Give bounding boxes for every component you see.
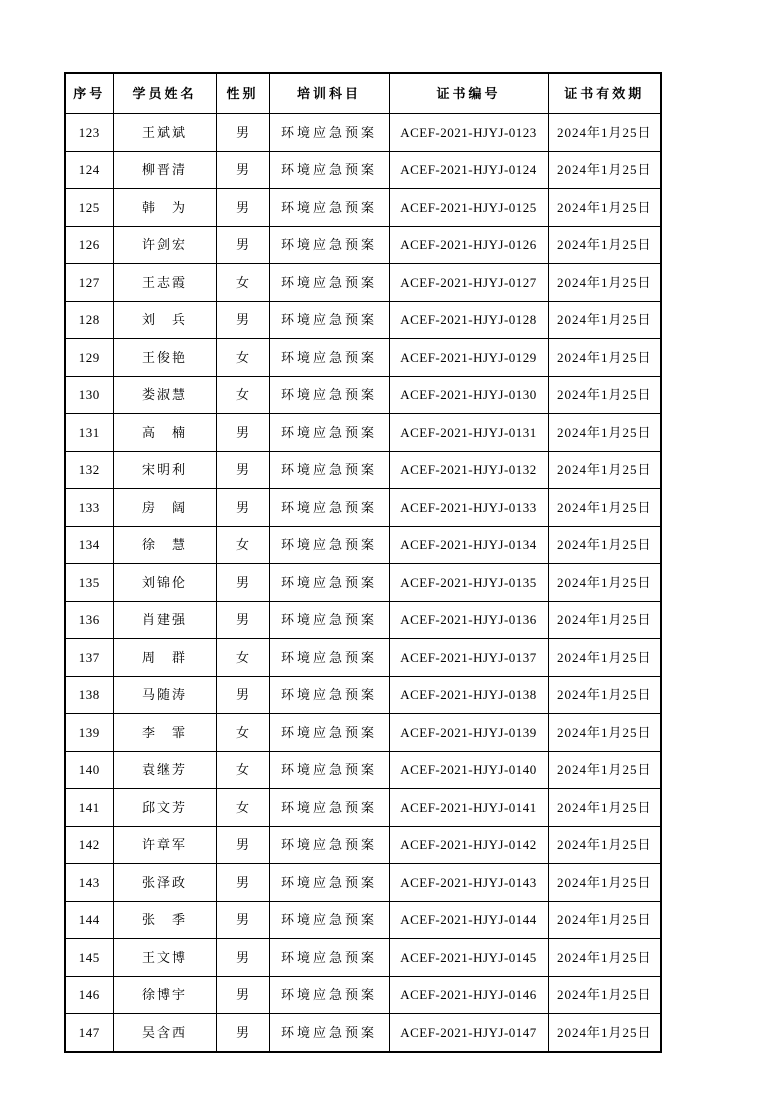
cell-certificate-number: ACEF-2021-HJYJ-0131 <box>389 414 548 452</box>
cell-certificate-validity: 2024年1月25日 <box>548 976 661 1014</box>
cell-certificate-number: ACEF-2021-HJYJ-0138 <box>389 676 548 714</box>
table-row <box>65 489 661 527</box>
cell-certificate-validity: 2024年1月25日 <box>548 226 661 264</box>
cell-student-name: 王斌斌 <box>113 114 216 152</box>
cell-serial-number: 142 <box>65 826 113 864</box>
cell-serial-number: 123 <box>65 114 113 152</box>
cell-training-subject: 环境应急预案 <box>269 939 389 977</box>
cell-gender: 女 <box>216 751 269 789</box>
cell-certificate-number: ACEF-2021-HJYJ-0136 <box>389 601 548 639</box>
cell-serial-number: 146 <box>65 976 113 1014</box>
cell-student-name: 李 霏 <box>113 714 216 752</box>
cell-student-name: 许章军 <box>113 826 216 864</box>
cell-serial-number: 147 <box>65 1014 113 1052</box>
cell-student-name: 娄淑慧 <box>113 376 216 414</box>
cell-gender: 男 <box>216 414 269 452</box>
cell-serial-number: 140 <box>65 751 113 789</box>
cell-gender: 男 <box>216 826 269 864</box>
cell-training-subject: 环境应急预案 <box>269 151 389 189</box>
header-training-subject: 培训科目 <box>269 73 389 114</box>
cell-serial-number: 145 <box>65 939 113 977</box>
cell-student-name: 宋明利 <box>113 451 216 489</box>
table-row <box>65 714 661 752</box>
cell-certificate-number: ACEF-2021-HJYJ-0125 <box>389 189 548 227</box>
table-row <box>65 376 661 414</box>
table-row <box>65 789 661 827</box>
cell-certificate-number: ACEF-2021-HJYJ-0135 <box>389 564 548 602</box>
cell-student-name: 张 季 <box>113 901 216 939</box>
cell-training-subject: 环境应急预案 <box>269 864 389 902</box>
cell-serial-number: 138 <box>65 676 113 714</box>
table-row <box>65 151 661 189</box>
cell-gender: 男 <box>216 301 269 339</box>
table-row <box>65 189 661 227</box>
header-certificate-number: 证书编号 <box>389 73 548 114</box>
cell-student-name: 邱文芳 <box>113 789 216 827</box>
table-row <box>65 751 661 789</box>
cell-training-subject: 环境应急预案 <box>269 114 389 152</box>
cell-gender: 男 <box>216 864 269 902</box>
cell-gender: 男 <box>216 976 269 1014</box>
cell-training-subject: 环境应急预案 <box>269 489 389 527</box>
cell-certificate-validity: 2024年1月25日 <box>548 751 661 789</box>
cell-certificate-validity: 2024年1月25日 <box>548 264 661 302</box>
cell-gender: 女 <box>216 264 269 302</box>
table-row <box>65 1014 661 1052</box>
table-row <box>65 564 661 602</box>
cell-training-subject: 环境应急预案 <box>269 414 389 452</box>
cell-training-subject: 环境应急预案 <box>269 564 389 602</box>
cell-certificate-number: ACEF-2021-HJYJ-0142 <box>389 826 548 864</box>
table-row <box>65 901 661 939</box>
cell-serial-number: 141 <box>65 789 113 827</box>
cell-certificate-number: ACEF-2021-HJYJ-0127 <box>389 264 548 302</box>
cell-serial-number: 131 <box>65 414 113 452</box>
cell-training-subject: 环境应急预案 <box>269 976 389 1014</box>
cell-training-subject: 环境应急预案 <box>269 751 389 789</box>
cell-certificate-validity: 2024年1月25日 <box>548 189 661 227</box>
cell-certificate-validity: 2024年1月25日 <box>548 301 661 339</box>
cell-certificate-validity: 2024年1月25日 <box>548 151 661 189</box>
cell-gender: 男 <box>216 564 269 602</box>
cell-certificate-number: ACEF-2021-HJYJ-0146 <box>389 976 548 1014</box>
cell-certificate-number: ACEF-2021-HJYJ-0132 <box>389 451 548 489</box>
cell-serial-number: 135 <box>65 564 113 602</box>
table-row <box>65 451 661 489</box>
cell-training-subject: 环境应急预案 <box>269 226 389 264</box>
cell-certificate-validity: 2024年1月25日 <box>548 639 661 677</box>
table-row <box>65 639 661 677</box>
cell-gender: 男 <box>216 151 269 189</box>
certificate-table <box>64 72 662 1053</box>
table-row <box>65 226 661 264</box>
cell-student-name: 许剑宏 <box>113 226 216 264</box>
cell-training-subject: 环境应急预案 <box>269 789 389 827</box>
cell-student-name: 王俊艳 <box>113 339 216 377</box>
cell-certificate-validity: 2024年1月25日 <box>548 676 661 714</box>
table-row <box>65 864 661 902</box>
cell-certificate-number: ACEF-2021-HJYJ-0123 <box>389 114 548 152</box>
cell-gender: 男 <box>216 1014 269 1052</box>
cell-serial-number: 133 <box>65 489 113 527</box>
table-header <box>65 73 661 114</box>
cell-student-name: 马随涛 <box>113 676 216 714</box>
table-row <box>65 301 661 339</box>
cell-gender: 女 <box>216 376 269 414</box>
cell-certificate-number: ACEF-2021-HJYJ-0134 <box>389 526 548 564</box>
table-body <box>65 114 661 1052</box>
cell-certificate-validity: 2024年1月25日 <box>548 901 661 939</box>
cell-student-name: 刘 兵 <box>113 301 216 339</box>
cell-training-subject: 环境应急预案 <box>269 376 389 414</box>
header-certificate-validity: 证书有效期 <box>548 73 661 114</box>
cell-training-subject: 环境应急预案 <box>269 189 389 227</box>
cell-student-name: 高 楠 <box>113 414 216 452</box>
cell-certificate-number: ACEF-2021-HJYJ-0143 <box>389 864 548 902</box>
table-row <box>65 414 661 452</box>
cell-certificate-validity: 2024年1月25日 <box>548 789 661 827</box>
cell-certificate-number: ACEF-2021-HJYJ-0140 <box>389 751 548 789</box>
cell-certificate-validity: 2024年1月25日 <box>548 1014 661 1052</box>
cell-student-name: 柳晋清 <box>113 151 216 189</box>
cell-student-name: 徐 慧 <box>113 526 216 564</box>
cell-training-subject: 环境应急预案 <box>269 526 389 564</box>
cell-certificate-number: ACEF-2021-HJYJ-0144 <box>389 901 548 939</box>
cell-certificate-number: ACEF-2021-HJYJ-0133 <box>389 489 548 527</box>
cell-training-subject: 环境应急预案 <box>269 901 389 939</box>
table-row <box>65 601 661 639</box>
cell-serial-number: 128 <box>65 301 113 339</box>
cell-student-name: 徐博宇 <box>113 976 216 1014</box>
cell-serial-number: 144 <box>65 901 113 939</box>
cell-certificate-validity: 2024年1月25日 <box>548 714 661 752</box>
cell-certificate-validity: 2024年1月25日 <box>548 864 661 902</box>
cell-serial-number: 130 <box>65 376 113 414</box>
cell-training-subject: 环境应急预案 <box>269 676 389 714</box>
cell-gender: 女 <box>216 526 269 564</box>
cell-training-subject: 环境应急预案 <box>269 1014 389 1052</box>
cell-certificate-number: ACEF-2021-HJYJ-0124 <box>389 151 548 189</box>
cell-serial-number: 124 <box>65 151 113 189</box>
cell-student-name: 刘锦伦 <box>113 564 216 602</box>
cell-gender: 女 <box>216 639 269 677</box>
header-student-name: 学员姓名 <box>113 73 216 114</box>
cell-training-subject: 环境应急预案 <box>269 601 389 639</box>
cell-certificate-number: ACEF-2021-HJYJ-0137 <box>389 639 548 677</box>
cell-certificate-validity: 2024年1月25日 <box>548 826 661 864</box>
cell-serial-number: 136 <box>65 601 113 639</box>
cell-certificate-number: ACEF-2021-HJYJ-0130 <box>389 376 548 414</box>
cell-gender: 男 <box>216 451 269 489</box>
cell-serial-number: 127 <box>65 264 113 302</box>
cell-student-name: 王文博 <box>113 939 216 977</box>
cell-training-subject: 环境应急预案 <box>269 264 389 302</box>
table-row <box>65 939 661 977</box>
cell-gender: 女 <box>216 714 269 752</box>
cell-certificate-validity: 2024年1月25日 <box>548 939 661 977</box>
table-row <box>65 339 661 377</box>
cell-training-subject: 环境应急预案 <box>269 714 389 752</box>
cell-certificate-validity: 2024年1月25日 <box>548 339 661 377</box>
header-row <box>65 73 661 114</box>
cell-serial-number: 139 <box>65 714 113 752</box>
cell-student-name: 王志霞 <box>113 264 216 302</box>
cell-student-name: 张泽政 <box>113 864 216 902</box>
cell-certificate-validity: 2024年1月25日 <box>548 114 661 152</box>
cell-student-name: 房 阔 <box>113 489 216 527</box>
table-row <box>65 676 661 714</box>
cell-gender: 男 <box>216 189 269 227</box>
cell-training-subject: 环境应急预案 <box>269 301 389 339</box>
cell-certificate-validity: 2024年1月25日 <box>548 564 661 602</box>
cell-certificate-number: ACEF-2021-HJYJ-0141 <box>389 789 548 827</box>
cell-serial-number: 129 <box>65 339 113 377</box>
cell-training-subject: 环境应急预案 <box>269 639 389 677</box>
cell-serial-number: 134 <box>65 526 113 564</box>
cell-gender: 男 <box>216 114 269 152</box>
cell-training-subject: 环境应急预案 <box>269 826 389 864</box>
header-serial-number: 序号 <box>65 73 113 114</box>
cell-certificate-number: ACEF-2021-HJYJ-0139 <box>389 714 548 752</box>
cell-student-name: 袁继芳 <box>113 751 216 789</box>
cell-certificate-number: ACEF-2021-HJYJ-0128 <box>389 301 548 339</box>
cell-serial-number: 125 <box>65 189 113 227</box>
cell-serial-number: 137 <box>65 639 113 677</box>
cell-serial-number: 143 <box>65 864 113 902</box>
table-row <box>65 264 661 302</box>
header-gender: 性别 <box>216 73 269 114</box>
cell-gender: 男 <box>216 489 269 527</box>
cell-gender: 男 <box>216 601 269 639</box>
cell-certificate-validity: 2024年1月25日 <box>548 451 661 489</box>
cell-certificate-validity: 2024年1月25日 <box>548 601 661 639</box>
cell-certificate-number: ACEF-2021-HJYJ-0129 <box>389 339 548 377</box>
cell-gender: 女 <box>216 339 269 377</box>
cell-student-name: 周 群 <box>113 639 216 677</box>
cell-gender: 男 <box>216 939 269 977</box>
cell-gender: 男 <box>216 226 269 264</box>
table-row <box>65 114 661 152</box>
table-row <box>65 526 661 564</box>
cell-student-name: 韩 为 <box>113 189 216 227</box>
table-row <box>65 976 661 1014</box>
cell-certificate-number: ACEF-2021-HJYJ-0147 <box>389 1014 548 1052</box>
cell-training-subject: 环境应急预案 <box>269 451 389 489</box>
cell-certificate-number: ACEF-2021-HJYJ-0145 <box>389 939 548 977</box>
cell-serial-number: 132 <box>65 451 113 489</box>
cell-training-subject: 环境应急预案 <box>269 339 389 377</box>
cell-student-name: 肖建强 <box>113 601 216 639</box>
cell-student-name: 吴含西 <box>113 1014 216 1052</box>
cell-serial-number: 126 <box>65 226 113 264</box>
cell-certificate-validity: 2024年1月25日 <box>548 526 661 564</box>
cell-gender: 男 <box>216 676 269 714</box>
table-row <box>65 826 661 864</box>
cell-certificate-validity: 2024年1月25日 <box>548 376 661 414</box>
cell-certificate-number: ACEF-2021-HJYJ-0126 <box>389 226 548 264</box>
cell-certificate-validity: 2024年1月25日 <box>548 489 661 527</box>
cell-gender: 女 <box>216 789 269 827</box>
cell-gender: 男 <box>216 901 269 939</box>
cell-certificate-validity: 2024年1月25日 <box>548 414 661 452</box>
